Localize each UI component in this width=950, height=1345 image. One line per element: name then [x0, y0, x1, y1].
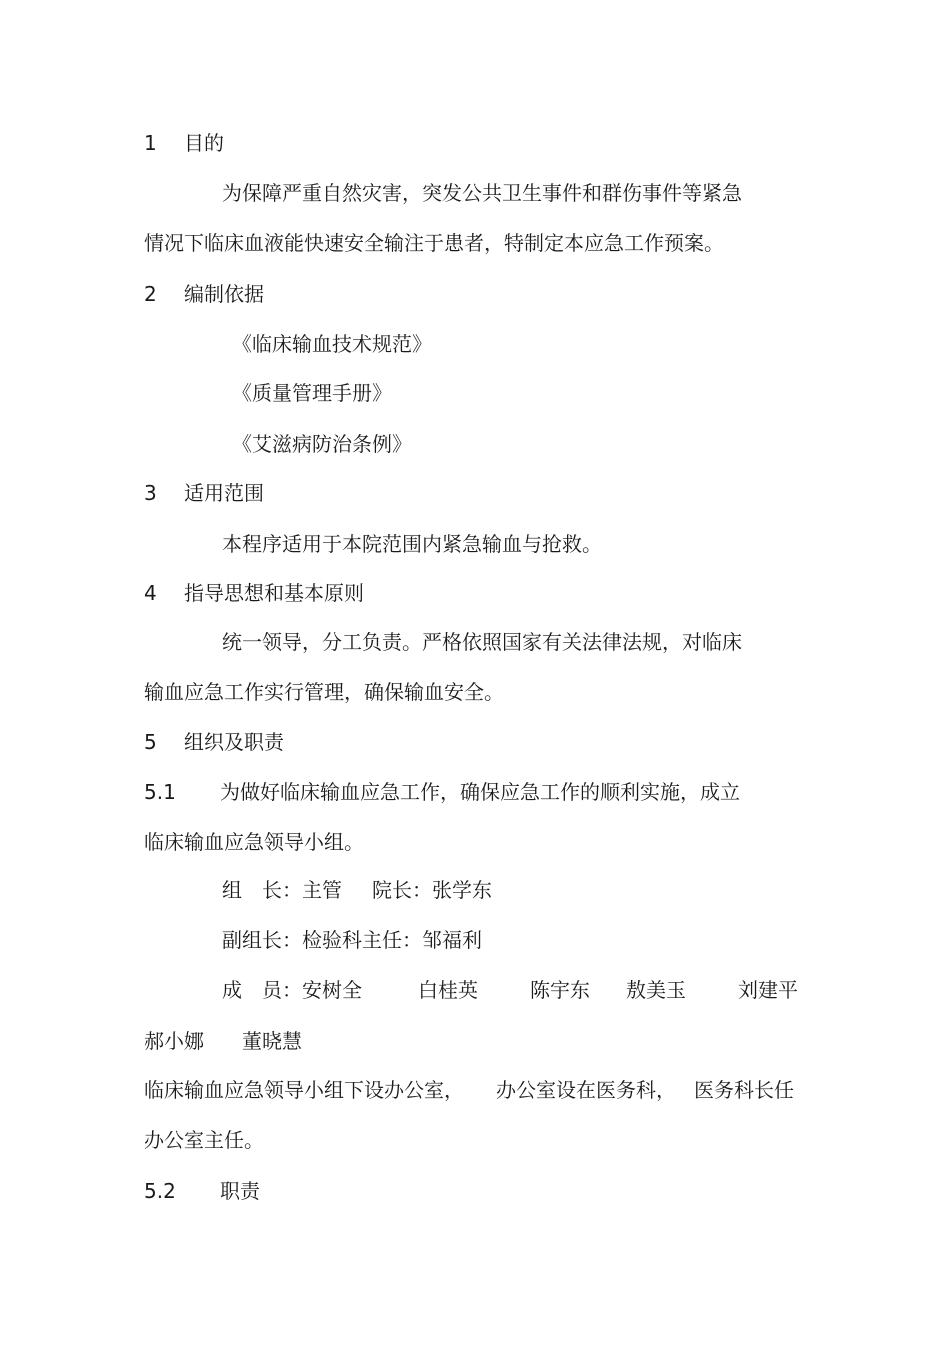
section-number: 2 — [144, 282, 157, 306]
member-name: 敖美玉 — [626, 978, 686, 1002]
paragraph-line: 为保障严重自然灾害，突发公共卫生事件和群伤事件等紧急 — [222, 181, 742, 205]
member-name: 董晓慧 — [242, 1029, 302, 1053]
paragraph-line: 办公室主任。 — [144, 1128, 264, 1152]
member-name: 陈宇东 — [530, 978, 590, 1002]
members-label: 成 员：安树全 — [222, 978, 362, 1002]
subsection-title: 职责 — [220, 1179, 260, 1203]
members-line-2 — [144, 1028, 302, 1054]
member-name: 白桂英 — [418, 978, 478, 1002]
subsection-text: 为做好临床输血应急工作，确保应急工作的顺利实施，成立 — [220, 780, 740, 804]
section-3-heading — [144, 480, 264, 506]
section-5-heading — [144, 729, 284, 755]
office-line — [144, 1077, 804, 1103]
subsection-5-2 — [144, 1178, 260, 1204]
deputy-line: 副组长：检验科主任：邹福利 — [222, 928, 482, 952]
office-text: 办公室设在医务科， — [496, 1078, 676, 1102]
section-4-heading — [144, 580, 364, 606]
leader-label: 组 长：主管 — [222, 878, 342, 902]
members-line — [222, 977, 822, 1003]
reference-item: 《质量管理手册》 — [232, 381, 392, 405]
leader-value: 院长：张学东 — [372, 878, 492, 902]
section-number: 1 — [144, 131, 157, 155]
subsection-number: 5.1 — [144, 780, 176, 804]
section-title: 编制依据 — [184, 282, 264, 306]
section-title: 指导思想和基本原则 — [184, 581, 364, 605]
section-title: 组织及职责 — [184, 730, 284, 754]
section-number: 3 — [144, 481, 157, 505]
leader-line — [222, 877, 492, 903]
section-2-heading — [144, 281, 264, 307]
subsection-5-1 — [144, 779, 740, 805]
section-number: 5 — [144, 730, 157, 754]
section-1-heading — [144, 130, 224, 156]
paragraph-line: 情况下临床血液能快速安全输注于患者，特制定本应急工作预案。 — [144, 231, 724, 255]
section-title: 目的 — [184, 131, 224, 155]
office-text: 医务科长任 — [694, 1078, 794, 1102]
paragraph-line: 本程序适用于本院范围内紧急输血与抢救。 — [222, 532, 602, 556]
paragraph-line: 临床输血应急领导小组。 — [144, 830, 364, 854]
office-text: 临床输血应急领导小组下设办公室， — [144, 1078, 464, 1102]
subsection-number: 5.2 — [144, 1179, 176, 1203]
paragraph-line: 输血应急工作实行管理，确保输血安全。 — [144, 680, 504, 704]
member-name: 刘建平 — [738, 978, 798, 1002]
reference-item: 《艾滋病防治条例》 — [232, 432, 412, 456]
paragraph-line: 统一领导，分工负责。严格依照国家有关法律法规，对临床 — [222, 630, 742, 654]
member-name: 郝小娜 — [144, 1029, 204, 1053]
section-number: 4 — [144, 581, 157, 605]
section-title: 适用范围 — [184, 481, 264, 505]
reference-item: 《临床输血技术规范》 — [232, 332, 432, 356]
